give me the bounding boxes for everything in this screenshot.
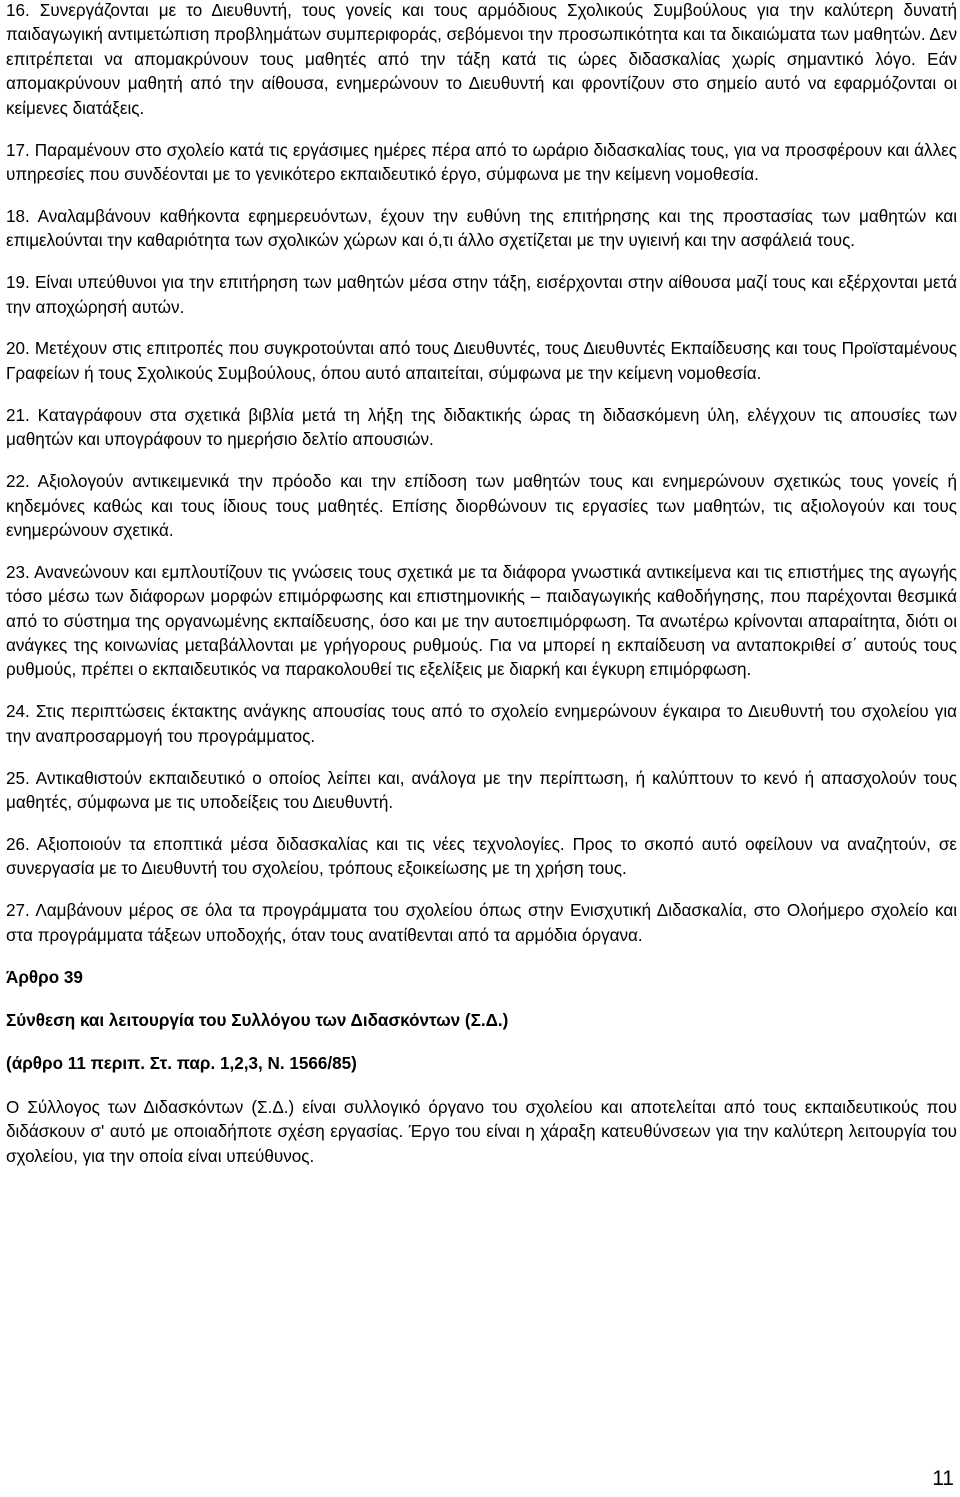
paragraph-27: 27. Λαμβάνουν μέρος σε όλα τα προγράμματα του σχολείου όπως στην Ενισχυτική Διδασκαλία, στο Ολοήμερο σχολείο και στα προγράμματα τάξεων υποδοχής, όταν τους ανατίθενται από τα αρμόδια όργανα.: [6, 901, 957, 945]
document-body: [6, 0, 957, 1187]
paragraph-17: 17. Παραμένουν στο σχολείο κατά τις εργάσιμες ημέρες πέρα από το ωράριο διδασκαλίας τους, για να προσφέρουν και άλλες υπηρεσίες που συνδέονται με το γενικότερο εκπαιδευτικό έργο, σύμφωνα με την κείμενη νομοθεσία.: [6, 140, 957, 184]
article-reference: (άρθρο 11 περιπ. Στ. παρ. 1,2,3, Ν. 1566/85): [6, 1054, 357, 1074]
page-number: 11: [932, 1467, 954, 1490]
paragraph-20: 20. Μετέχουν στις επιτροπές που συγκροτούνται από τους Διευθυντές, τους Διευθυντές Εκπαίδευσης και τους Προϊσταμένους Γραφείων ή τους Σχολικούς Συμβούλους, όπου αυτό απαιτείται, σύμφωνα με την κείμενη νομοθεσία.: [6, 339, 957, 383]
paragraph-18: 18. Αναλαμβάνουν καθήκοντα εφημερευόντων, έχουν την ευθύνη της επιτήρησης και της προστασίας των μαθητών και επιμελούνται την καθαριότητα των σχολικών χώρων και ό,τι άλλο σχετίζεται με την υγιεινή και την ασφάλειά τους.: [6, 206, 957, 251]
article-title: Σύνθεση και λειτουργία του Συλλόγου των Διδασκόντων (Σ.Δ.): [6, 1011, 509, 1030]
paragraph-21: 21. Καταγράφουν στα σχετικά βιβλία μετά τη λήξη της διδακτικής ώρας τη διδασκόμενη ύλη, ελέγχουν τις απουσίες των μαθητών και υπογράφουν το ημερήσιο δελτίο απουσιών.: [6, 405, 957, 450]
closing-paragraph: Ο Σύλλογος των Διδασκόντων (Σ.Δ.) είναι συλλογικό όργανο του σχολείου και αποτελείται από τους εκπαιδευτικούς που διδάσκουν σ' αυτό με οποιαδήποτε σχέση εργασίας. Έργο του είναι η χάραξη κατευθύνσεων για την καλύτερη λειτουργία του σχολείου, για την οποία είναι υπεύθυνος.: [6, 1097, 957, 1166]
paragraph-19: 19. Είναι υπεύθυνοι για την επιτήρηση των μαθητών μέσα στην τάξη, εισέρχονται στην αίθουσα μαζί τους και εξέρχονται μετά την αποχώρησή αυτών.: [6, 273, 957, 317]
paragraph-22: 22. Αξιολογούν αντικειμενικά την πρόοδο και την επίδοση των μαθητών τους και ενημερώνουν σχετικώς τους γονείς ή κηδεμόνες καθώς και τους ίδιους τους μαθητές. Επίσης διορθώνουν τις εργασίες των μαθητών, τις αξιολογούν και τους ενημερώνουν σχετικά.: [6, 472, 957, 540]
article-heading: Άρθρο 39: [6, 967, 83, 987]
paragraph-23: 23. Ανανεώνουν και εμπλουτίζουν τις γνώσεις τους σχετικά με τα διάφορα γνωστικά αντικείμενα και τις επιστήμες της αγωγής τόσο μέσω των διάφορων μορφών επιμόρφωσης και επιστημονικής – παιδαγωγικής καθοδήγησης, που παρέχονται θεσμικά από το σύστημα της οργανωμένης εκπαίδευσης, όσο και με την αυτοεπιμόρφωση. Τα ανωτέρω κρίνονται απαραίτητα, διότι οι ανάγκες της κοινωνίας μεταβάλλονται με γρήγορους ρυθμούς. Για να μπορεί η εκπαίδευση να ανταποκριθεί σ΄ αυτούς τους ρυθμούς, πρέπει ο εκπαιδευτικός να παρακολουθεί τις εξελίξεις με διαρκή και έγκυρη επιμόρφωση.: [6, 562, 957, 680]
paragraph-16: 16. Συνεργάζονται με το Διευθυντή, τους γονείς και τους αρμόδιους Σχολικούς Συμβούλους για την καλύτερη δυνατή παιδαγωγική αντιμετώπιση προβλημάτων συμπεριφοράς, σεβόμενοι την προσωπικότητα και τα δικαιώματα των μαθητών. Δεν επιτρέπεται να απομακρύνουν τους μαθητές από την τάξη κατά τις ώρες διδασκαλίας χωρίς σημαντικό λόγο. Εάν απομακρύνουν μαθητή από την αίθουσα, ενημερώνουν το Διευθυντή και φροντίζουν στο σημείο αυτό να εφαρμόζονται οι κείμενες διατάξεις.: [6, 1, 957, 118]
paragraph-24: 24. Στις περιπτώσεις έκτακτης ανάγκης απουσίας τους από το σχολείο ενημερώνουν έγκαιρα το Διευθυντή του σχολείου για την αναπροσαρμογή του προγράμματος.: [6, 702, 957, 746]
paragraph-26: 26. Αξιοποιούν τα εποπτικά μέσα διδασκαλίας και τις νέες τεχνολογίες. Προς το σκοπό αυτό οφείλουν να αναζητούν, σε συνεργασία με το Διευθυντή του σχολείου, τρόπους εξοικείωσης με τη χρήση τους.: [6, 834, 957, 879]
paragraph-25: 25. Αντικαθιστούν εκπαιδευτικό ο οποίος λείπει και, ανάλογα με την περίπτωση, ή καλύπτουν το κενό ή απασχολούν τους μαθητές, σύμφωνα με τις υποδείξεις του Διευθυντή.: [6, 768, 957, 813]
